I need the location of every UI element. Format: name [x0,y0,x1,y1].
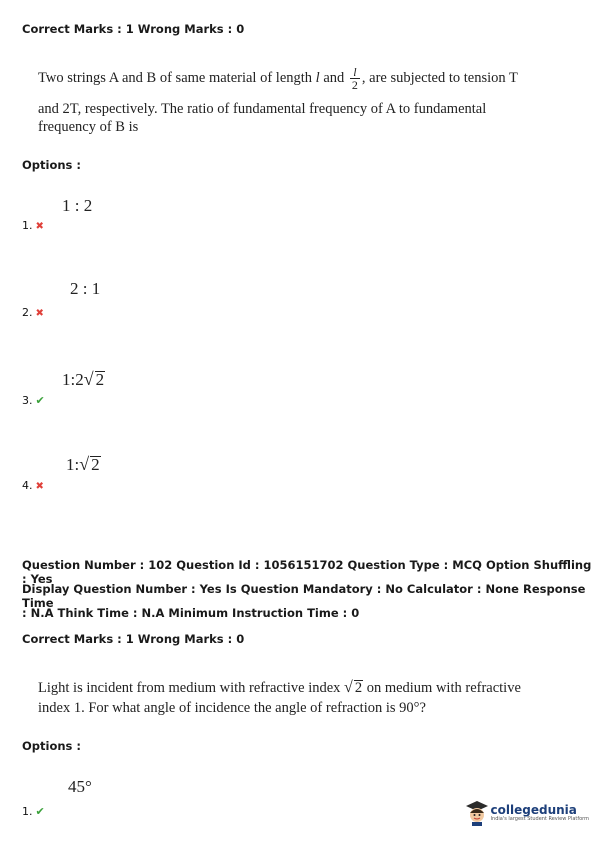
option4-ratio: 1: [66,455,80,474]
cross-icon: ✖ [35,221,44,232]
q2-option1[interactable] [22,805,45,818]
q1-option1[interactable] [22,219,44,232]
q1-option4-text [66,454,101,475]
q2-text-part: Light is incident from medium with refractive index [38,680,341,696]
q2-options-label: Options : [22,739,81,753]
q2-marks: Correct Marks : 1 Wrong Marks : 0 [22,632,245,646]
q1-option2[interactable] [22,306,44,319]
q2-root: 2 [354,680,363,696]
q2-text-part2: on medium with refractive [366,680,521,696]
q1-text-line1 [38,66,518,91]
option-number: 2. [22,306,33,319]
option4-root: 2 [91,455,100,474]
graduate-mascot-icon [465,800,489,826]
q1-var-l: l [315,69,320,86]
q2-meta-line3: : N.A Think Time : N.A Minimum Instruction Time : 0 [22,606,360,620]
option3-root: 2 [95,370,105,389]
q1-option1-text: 1 : 2 [62,196,93,215]
q2-meta-line1: Question Number : 102 Question Id : 1056151702 Question Type : MCQ Option Shuffling : Yes [22,558,592,586]
q1-option4[interactable] [22,479,44,492]
q1-text-line2: and 2T, respectively. The ratio of fundamental frequency of A to fundamental [38,101,487,117]
option3-ratio: 1:2 [62,370,84,389]
q2-option1-text: 45° [68,777,92,796]
collegedunia-logo[interactable] [465,800,589,826]
q1-option3[interactable] [22,394,45,407]
sqrt-symbol: √ [83,369,94,389]
q1-marks: Correct Marks : 1 Wrong Marks : 0 [22,22,245,36]
q1-text-part: Two strings A and B of same material of length [38,69,313,86]
check-icon: ✔ [35,394,45,407]
cross-icon: ✖ [35,481,44,492]
option-number: 3. [22,394,33,407]
option-number: 1. [22,805,33,818]
sqrt-symbol: √ [344,679,353,696]
cross-icon: ✖ [35,308,44,319]
option-number: 1. [22,219,33,232]
check-icon: ✔ [35,805,45,818]
q2-text-line1 [38,679,521,697]
sqrt-symbol: √ [79,454,90,474]
q1-and: and [323,69,345,86]
frac-numerator: l [350,66,360,79]
q2-meta-line2: Display Question Number : Yes Is Question Mandatory : No Calculator : None Response Time [22,582,586,610]
q2-text-line2: index 1. For what angle of incidence the angle of refraction is 90°? [38,700,426,716]
q1-option3-text [62,369,105,390]
q1-text-part2: , are subjected to tension T [361,69,518,86]
logo-name: collegedunia [490,803,577,817]
logo-tagline: India's largest Student Review Platform [490,816,589,822]
option-number: 4. [22,479,33,492]
q1-fraction [350,66,360,91]
q1-text-line3: frequency of B is [38,119,139,135]
frac-denominator: 2 [351,78,358,92]
q1-options-label: Options : [22,158,81,172]
q1-option2-text: 2 : 1 [70,279,101,298]
logo-text-block [491,804,589,822]
